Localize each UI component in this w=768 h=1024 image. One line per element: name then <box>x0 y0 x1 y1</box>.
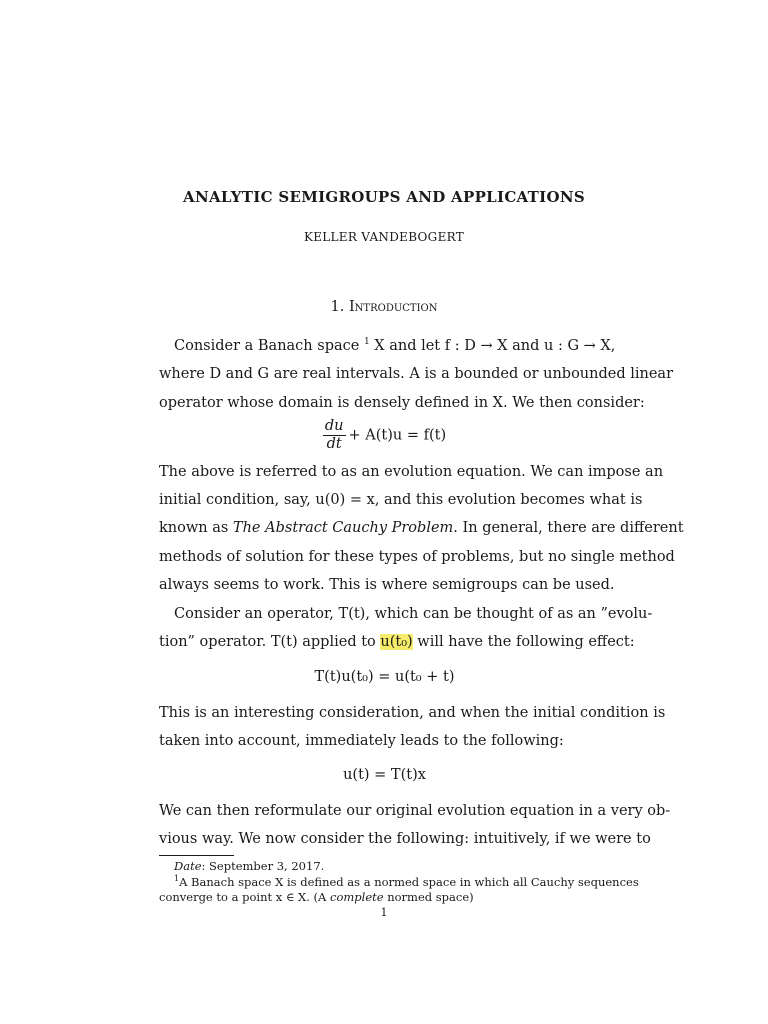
highlighted-text[interactable]: u(t₀) <box>380 634 413 650</box>
paragraph-4-line-1: This is an interesting consideration, and when the initial condition is <box>159 705 666 721</box>
paper-title: ANALYTIC SEMIGROUPS AND APPLICATIONS <box>183 188 585 206</box>
paragraph-2-line-2: initial condition, say, u(0) = x, and this evolution becomes what is <box>159 492 643 508</box>
paragraph-2-line-4: methods of solution for these types of problems, but no single method <box>159 549 675 565</box>
footnote-1-line-1: $^1$A Banach space X is defined as a normed space in which all Cauchy sequences <box>174 874 639 889</box>
footnote-marker[interactable]: 1 <box>363 337 370 348</box>
fraction-du-dt: $\frac{du}{dt}$ <box>324 418 344 452</box>
author-name: KELLER VANDEBOGERT <box>303 230 465 244</box>
date-footnote: Date: September 3, 2017. <box>174 859 325 873</box>
footnote-rule <box>159 855 234 856</box>
paragraph-2-line-5: always seems to work. This is where semigroups can be used. <box>159 577 615 593</box>
equation-initial-condition: u(t) = T(t)x <box>343 767 426 783</box>
paragraph-1-line-1: Consider a Banach space $^1$ X and let f : D → X and u : G → X, <box>174 337 616 354</box>
emphasis-cauchy-problem: The Abstract Cauchy Problem. <box>232 520 458 536</box>
footnote-1-line-2: converge to a point x ∈ X. (A complete normed space) <box>159 890 474 904</box>
section-heading <box>0 299 768 315</box>
paragraph-1-line-3: operator whose domain is densely defined in X. We then consider: <box>159 395 645 411</box>
paragraph-4-line-2: taken into account, immediately leads to the following: <box>159 733 564 749</box>
equation-evolution-operator: T(t)u(t₀) = u(t₀ + t) <box>314 669 455 685</box>
equation-evolution: $\frac{du}{dt}$ + A(t)u = f(t) <box>324 418 447 452</box>
page-number: 1 <box>380 906 388 919</box>
paragraph-3-line-1: Consider an operator, T(t), which can be thought of as an ”evolu- <box>174 606 653 622</box>
section-name: Introduction <box>348 299 438 315</box>
paragraph-3-line-2: tion” operator. T(t) applied to u(t₀) will have the following effect: <box>159 634 635 650</box>
paragraph-2-line-3: known as The Abstract Cauchy Problem. In general, there are different <box>159 520 684 536</box>
paragraph-1-line-2: where D and G are real intervals. A is a bounded or unbounded linear <box>159 366 673 382</box>
section-number: 1. <box>330 299 345 315</box>
paragraph-5-line-2: vious way. We now consider the following: intuitively, if we were to <box>159 831 651 847</box>
paragraph-5-line-1: We can then reformulate our original evolution equation in a very ob- <box>159 803 671 819</box>
paragraph-2-line-1: The above is referred to as an evolution equation. We can impose an <box>159 464 664 480</box>
